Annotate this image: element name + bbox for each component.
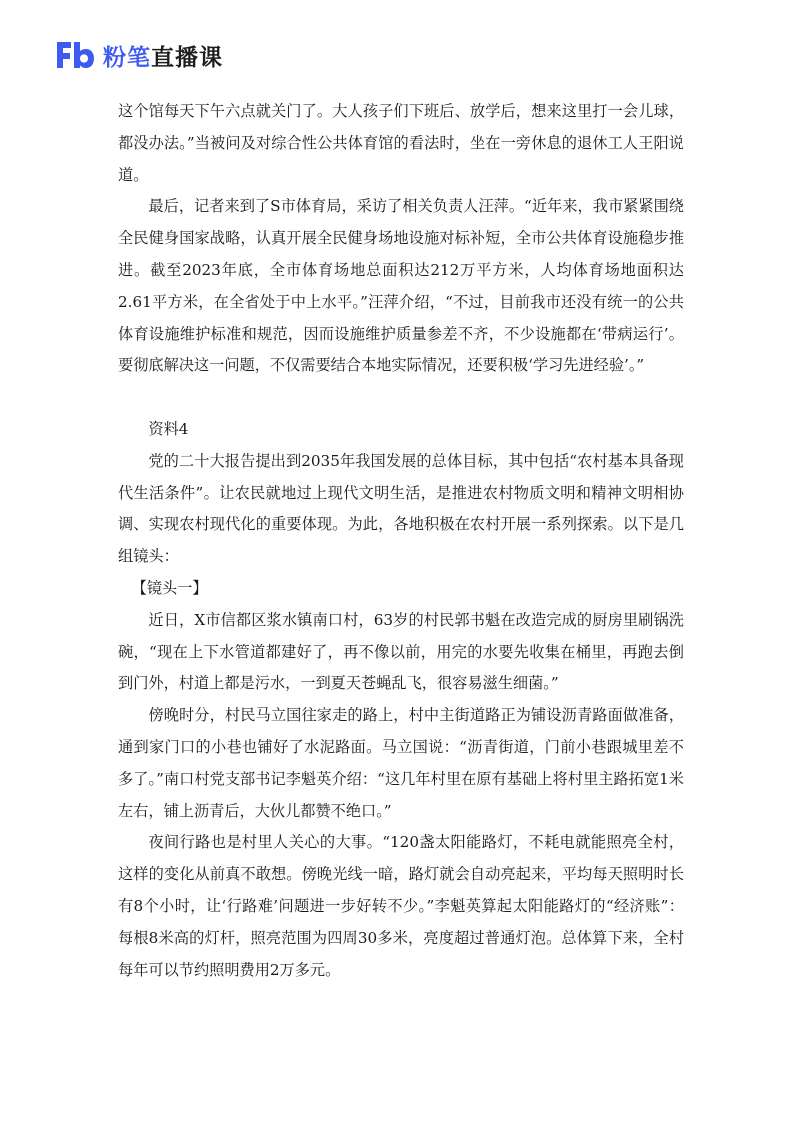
fenbi-logo-icon [55, 40, 95, 70]
paragraph-kitchen: 近日，X市信都区浆水镇南口村，63岁的村民郭书魁在改造完成的厨房里刷锅洗碗，“现在上下水管道都建好了，再不像以前，用完的水要先收集在桶里，再跑去倒到门外，村道上都是污水，一到夏天苍蝇乱飞，很容易滋生细菌。” [118, 610, 684, 693]
paragraph-intro: 党的二十大报告提出到2035年我国发展的总体目标，其中包括“农村基本具备现代生活条件”。让农民就地过上现代文明生活，是推进农村物质文明和精神文明相协调、实现农村现代化的重要体现。为此，各地积极在农村开展一系列探索。以下是几组镜头： [118, 451, 684, 566]
shot-label: 【镜头一】 [131, 578, 208, 597]
document-body [118, 96, 684, 986]
paragraph-streetlights: 夜间行路也是村里人关心的大事。“120盏太阳能路灯，不耗电就能照亮全村，这样的变化从前真不敢想。傍晚光线一暗，路灯就会自动亮起来，平均每天照明时长有8个小时，让‘行路难’问题进一步好转不少。”李魁英算起太阳能路灯的“经济账”：每根8米高的灯杆，照亮范围为四周30多米，亮度超过普通灯泡。总体算下来，全村每年可以节约照明费用2万多元。 [118, 833, 684, 979]
brand-name: 粉笔 [103, 44, 151, 71]
section-spacer [118, 382, 684, 414]
paragraph-sports-bureau: 最后，记者来到了S市体育局，采访了相关负责人汪萍。“近年来，我市紧紧围绕全民健身国家战略，认真开展全民健身场地设施对标补短，全市公共体育设施稳步推进。截至2023年底，全市体育场地总面积达212万平方米，人均体育场地面积达2.61平方米，在全省处于中上水平。”汪萍介绍，“不过，目前我市还没有统一的公共体育设施维护标准和规范，因而设施维护质量参差不齐，不少设施都在‘带病运行’。要彻底解决这一问题，不仅需要结合本地实际情况，还要积极‘学习先进经验’。” [118, 197, 684, 375]
page-header [55, 38, 223, 72]
paragraph-continued: 这个馆每天下午六点就关门了。大人孩子们下班后、放学后，想来这里打一会儿球，都没办法。”当被问及对综合性公共体育馆的看法时，坐在一旁休息的退休工人王阳说道。 [118, 102, 684, 184]
brand-suffix: 直播课 [151, 44, 223, 71]
brand-logo-text [103, 39, 223, 72]
paragraph-roads: 傍晚时分，村民马立国往家走的路上，村中主街道路正为铺设沥青路面做准备，通到家门口的小巷也铺好了水泥路面。马立国说：“沥青街道，门前小巷跟城里差不多了。”南口村党支部书记李魁英介绍：“这几年村里在原有基础上将村里主路拓宽1米左右，铺上沥青后，大伙儿都赞不绝口。” [118, 706, 684, 820]
section-title: 资料4 [148, 419, 189, 438]
